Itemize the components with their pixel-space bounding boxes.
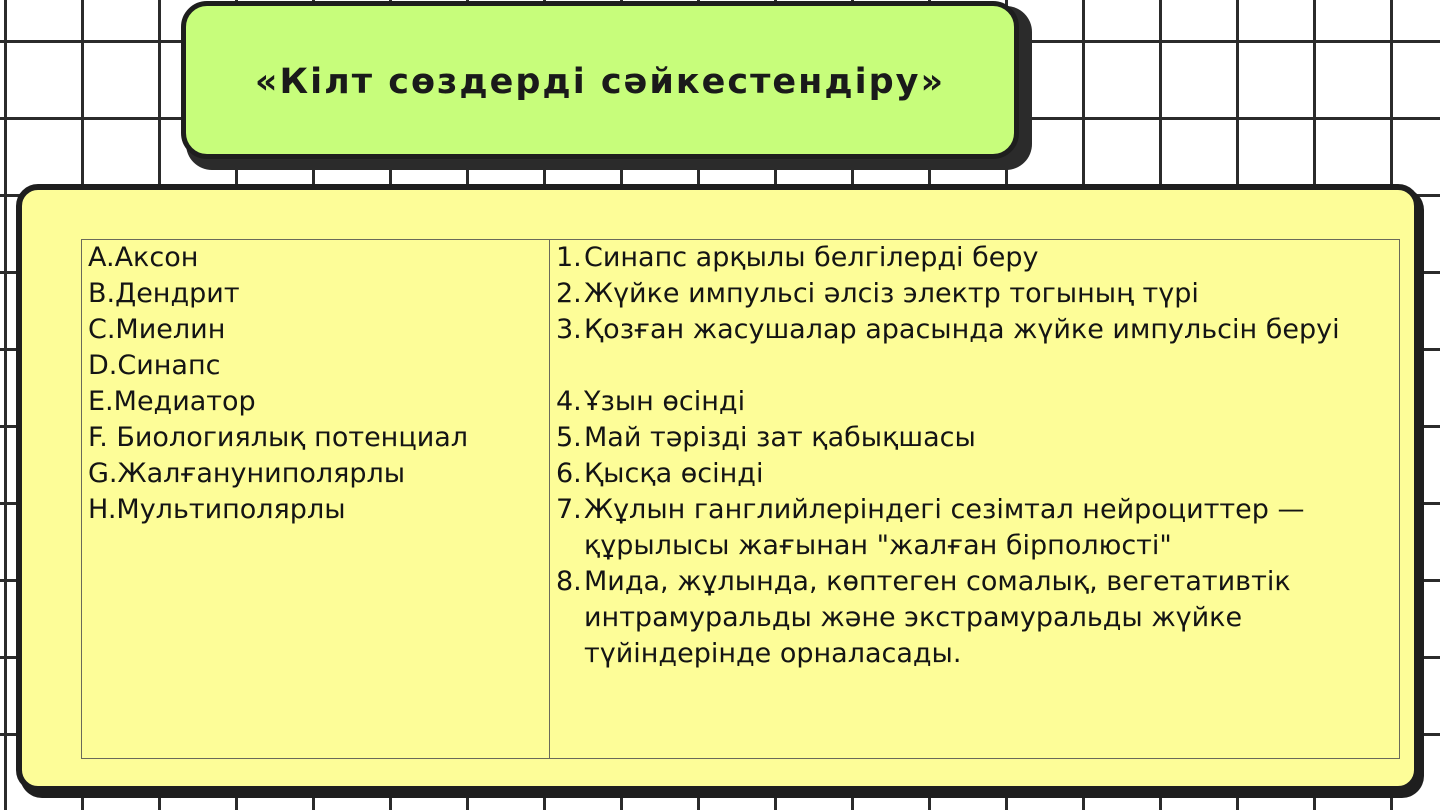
term-item: D.Синапс (88, 350, 221, 381)
definition-number: 2. (556, 278, 582, 309)
definition-text: Қозған жасушалар арасында жүйке импульсін беруі (584, 314, 1340, 345)
definition-text: Синапс арқылы белгілерді беру (584, 242, 1039, 273)
terms-column (82, 240, 550, 759)
content-card (16, 184, 1420, 792)
definition-text: Мида, жұлында, көптеген сомалық, вегетативтік интрамуральды және экстрамуральды жүйке түйіндерінде орналасады. (584, 566, 1291, 669)
definition-text: Қысқа өсінді (584, 458, 764, 489)
definition-item (556, 456, 1393, 492)
definition-text: Жұлын ганглийлеріндегі сезімтал нейроциттер — құрылысы жағынан "жалған бірполюсті" (584, 494, 1305, 561)
definition-item (556, 312, 1393, 348)
term-item: G.Жалғануниполярлы (88, 458, 406, 489)
definitions-column (550, 240, 1400, 759)
matching-table (81, 239, 1400, 759)
term-item: A.Аксон (88, 242, 199, 273)
definition-number: 5. (556, 422, 582, 453)
definition-number: 4. (556, 386, 582, 417)
definition-number: 7. (556, 494, 582, 525)
definition-number: 8. (556, 566, 582, 597)
definition-item (556, 384, 1393, 420)
definition-item (556, 492, 1393, 564)
term-item: C.Миелин (88, 314, 226, 345)
term-item: E.Медиатор (88, 386, 256, 417)
term-item: B.Дендрит (88, 278, 240, 309)
definition-number: 1. (556, 242, 582, 273)
term-item: H.Мультиполярлы (88, 494, 346, 525)
definition-item (556, 420, 1393, 456)
term-item: F. Биологиялық потенциал (88, 422, 469, 453)
definition-item (556, 564, 1393, 672)
definition-item (556, 240, 1393, 276)
definition-text: Жүйке импульсі әлсіз электр тогының түрі (584, 278, 1199, 309)
table-row (82, 240, 1400, 759)
definition-number: 3. (556, 314, 582, 345)
definition-item (556, 276, 1393, 312)
title-box (181, 1, 1019, 159)
definition-text: Май тәрізді зат қабықшасы (584, 422, 976, 453)
slide-title: «Кілт сөздерді сәйкестендіру» (254, 62, 946, 102)
definition-number: 6. (556, 458, 582, 489)
definition-text: Ұзын өсінді (584, 386, 746, 417)
